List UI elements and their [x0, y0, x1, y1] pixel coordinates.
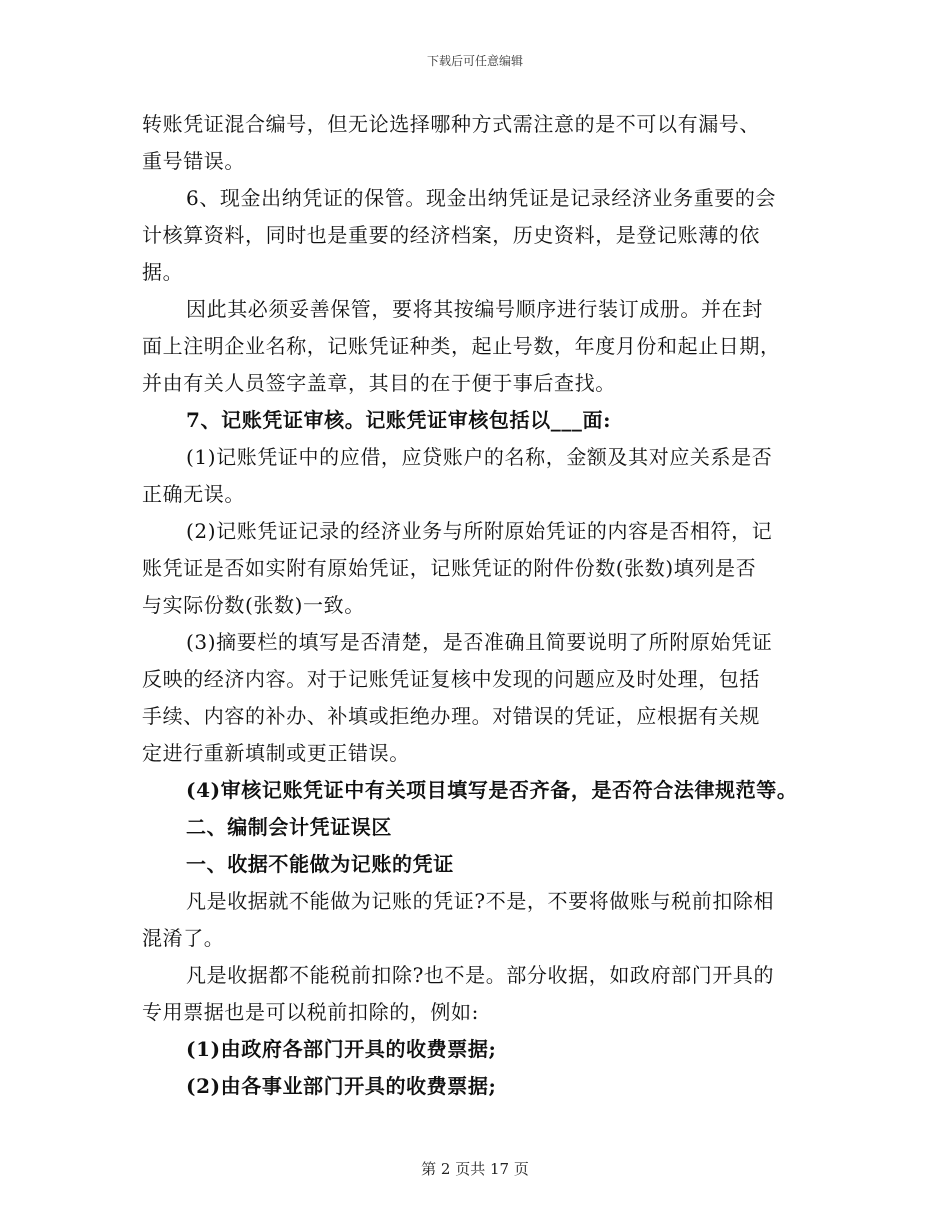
page-header: 下载后可任意编辑	[426, 54, 523, 68]
paragraph-line: 定进行重新填制或更正错误。	[142, 741, 410, 765]
paragraph-line: 据。	[142, 260, 184, 284]
paragraph-line: 计核算资料，同时也是重要的经济档案，历史资料，是登记账薄的依	[142, 223, 760, 247]
paragraph-line: (3)摘要栏的填写是否清楚，是否准确且简要说明了所附原始凭证	[186, 630, 773, 654]
paragraph-line: 与实际份数(张数)一致。	[142, 593, 365, 617]
paragraph-line: 凡是收据都不能税前扣除?也不是。部分收据，如政府部门开具的	[186, 963, 775, 987]
list-item: (2)由各事业部门开具的收费票据;	[186, 1074, 497, 1098]
paragraph-line: (1)记账凭证中的应借，应贷账户的名称，金额及其对应关系是否	[186, 445, 773, 469]
paragraph-line: 凡是收据就不能做为记账的凭证?不是，不要将做账与税前扣除相	[186, 889, 775, 913]
paragraph-line: 专用票据也是可以税前扣除的，例如:	[142, 1000, 479, 1024]
section-heading: 7、记账凭证审核。记账凭证审核包括以___面:	[186, 408, 612, 432]
paragraph-line: 手续、内容的补办、补填或拒绝办理。对错误的凭证，应根据有关规	[142, 704, 760, 728]
paragraph-line: 因此其必须妥善保管，要将其按编号顺序进行装订成册。并在封	[186, 297, 763, 321]
paragraph-line: 正确无误。	[142, 482, 245, 506]
section-heading: 二、编制会计凭证误区	[186, 815, 392, 839]
paragraph-line: 重号错误。	[142, 149, 245, 173]
paragraph-line: 6、现金出纳凭证的保管。现金出纳凭证是记录经济业务重要的会	[186, 186, 777, 210]
paragraph-line: 反映的经济内容。对于记账凭证复核中发现的问题应及时处理，包括	[142, 667, 760, 691]
page-footer: 第 2 页共 17 页	[421, 1160, 529, 1178]
paragraph-line: 账凭证是否如实附有原始凭证，记账凭证的附件份数(张数)填列是否	[142, 556, 757, 580]
document-body	[142, 106, 822, 1105]
paragraph-line: (2)记账凭证记录的经济业务与所附原始凭证的内容是否相符，记	[186, 519, 773, 543]
paragraph-line: 并由有关人员签字盖章，其目的在于便于事后查找。	[142, 371, 616, 395]
paragraph-line: 混淆了。	[142, 926, 225, 950]
section-heading: 一、收据不能做为记账的凭证	[186, 852, 454, 876]
list-item: (1)由政府各部门开具的收费票据;	[186, 1037, 497, 1061]
paragraph-line: 转账凭证混合编号，但无论选择哪种方式需注意的是不可以有漏号、	[142, 112, 760, 136]
bold-paragraph-line: (4)审核记账凭证中有关项目填写是否齐备，是否符合法律规范等。	[186, 778, 798, 802]
paragraph-line: 面上注明企业名称，记账凭证种类，起止号数，年度月份和起止日期，	[142, 334, 781, 358]
